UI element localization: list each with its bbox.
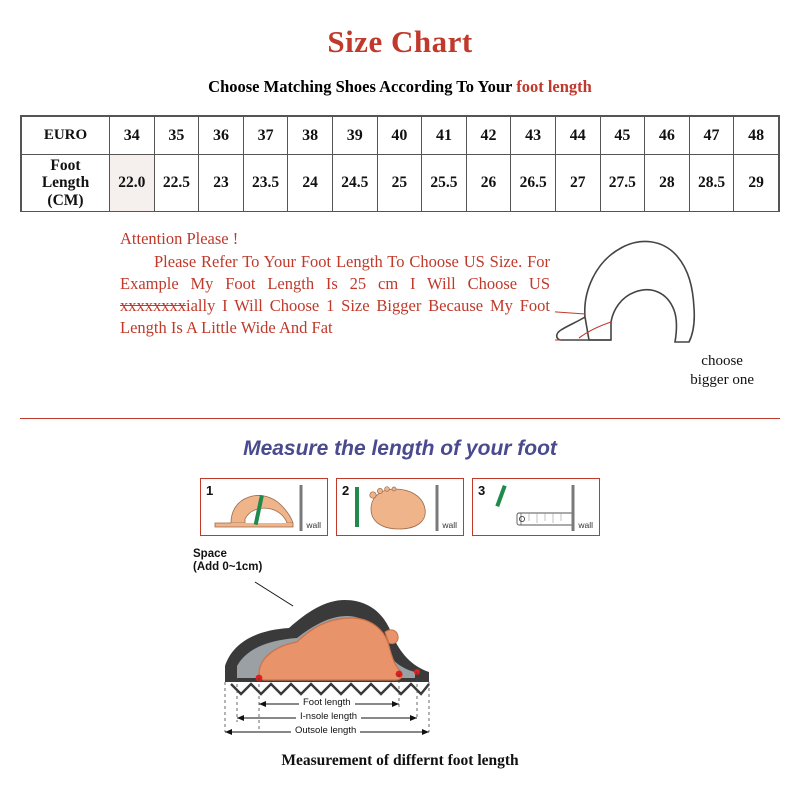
table-cell: 35: [154, 117, 199, 155]
table-cell: 37: [243, 117, 288, 155]
table-cell: 23.5: [243, 155, 288, 212]
table-cell: 47: [689, 117, 734, 155]
table-cell: 43: [511, 117, 556, 155]
measure-step-2: [336, 478, 464, 536]
table-cell: 25: [377, 155, 422, 212]
size-table: [21, 116, 779, 212]
table-cell: 46: [645, 117, 690, 155]
measure-step-1: [200, 478, 328, 536]
step-wall-label: wall: [306, 520, 321, 531]
dim-outsole-length-label: Outsole length: [291, 725, 360, 736]
measure-step-3: [472, 478, 600, 536]
step-number: 3: [478, 483, 486, 499]
table-cell: 23: [199, 155, 244, 212]
euro-label: EURO: [22, 117, 110, 155]
table-cell: 26: [466, 155, 511, 212]
page-subtitle: [0, 77, 800, 97]
step-wall-label: wall: [578, 520, 593, 531]
choose-bigger-note: [690, 352, 754, 390]
diagram-caption: Measurement of differnt foot length: [281, 752, 519, 770]
table-row-foot-length: [22, 155, 779, 212]
table-cell: 38: [288, 117, 333, 155]
table-cell: 28.5: [689, 155, 734, 212]
space-line1: Space: [193, 548, 227, 561]
table-cell: 27: [555, 155, 600, 212]
table-cell: 40: [377, 117, 422, 155]
table-cell: 34: [110, 117, 155, 155]
size-table-wrapper: [20, 115, 780, 212]
space-label: [193, 548, 262, 574]
page-title: Size Chart: [327, 24, 473, 59]
foot-label-line2: Length: [41, 174, 90, 192]
table-cell: 36: [199, 117, 244, 155]
subtitle-text: Choose Matching Shoes According To Your: [208, 77, 517, 96]
attention-body: [120, 251, 550, 339]
foot-label-line3: (CM): [47, 191, 84, 209]
subtitle-accent: foot length: [516, 77, 592, 96]
attention-part2: ially I Will Choose 1 Size Bigger Because My Foot Length Is A Little Wide And Fat: [120, 295, 550, 337]
table-row-euro: [22, 117, 779, 155]
step-number: 2: [342, 483, 350, 499]
table-cell: 45: [600, 117, 645, 155]
table-cell: 26.5: [511, 155, 556, 212]
table-cell: 28: [645, 155, 690, 212]
table-cell: 27.5: [600, 155, 645, 212]
choose-note-line1: choose: [701, 353, 743, 370]
measure-heading: Measure the length of your foot: [243, 437, 557, 461]
step-wall-label: wall: [442, 520, 457, 531]
attention-heading: Attention Please !: [120, 229, 239, 249]
table-cell: 42: [466, 117, 511, 155]
table-cell: 39: [332, 117, 377, 155]
table-cell: 24.5: [332, 155, 377, 212]
measure-steps: [0, 478, 800, 536]
table-cell: 44: [555, 117, 600, 155]
foot-length-label: [22, 155, 110, 212]
diagram-svg: [185, 546, 615, 746]
table-cell: 48: [734, 117, 779, 155]
attention-block: [20, 228, 780, 408]
table-cell: 41: [422, 117, 467, 155]
table-cell: 22.5: [154, 155, 199, 212]
table-cell: 22.0: [110, 155, 155, 212]
attention-part1: Please Refer To Your Foot Length To Choose US Size. For Example My Foot Length Is 25 cm I Will Choose US: [120, 252, 550, 293]
dim-insole-length-label: I-nsole length: [296, 711, 361, 722]
table-cell: 25.5: [422, 155, 467, 212]
space-line2: (Add 0~1cm): [193, 561, 263, 574]
dim-foot-length-label: Foot length: [299, 697, 355, 708]
table-cell: 29: [734, 155, 779, 212]
attention-text: [120, 228, 550, 339]
foot-label-line1: Foot: [50, 157, 81, 174]
foot-measurement-diagram: [185, 546, 615, 746]
foot-sketch-illustration: [555, 222, 745, 362]
section-divider: [20, 418, 780, 419]
step-number: 1: [206, 483, 214, 499]
table-cell: 24: [288, 155, 333, 212]
attention-struck: xxxxxxxx: [120, 295, 186, 315]
choose-note-line2: bigger one: [690, 371, 754, 388]
